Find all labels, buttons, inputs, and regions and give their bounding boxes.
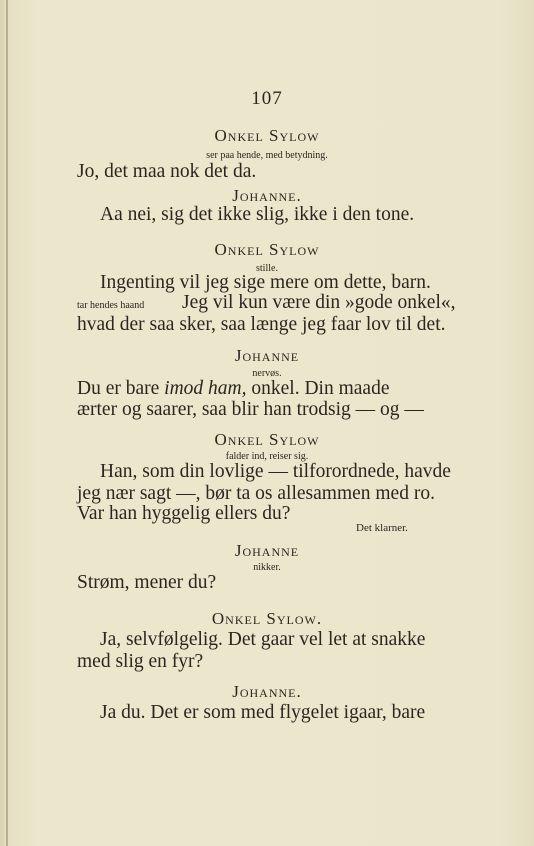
stage-direction: stille. <box>256 263 278 274</box>
stage-note: Det klarner. <box>356 522 408 534</box>
speaker-name: Onkel Sylow. <box>211 609 323 628</box>
dialogue-line: hvad der saa sker, saa længe jeg faar lov til det. <box>77 314 446 335</box>
dialogue-text: Du er bare <box>77 378 160 399</box>
dialogue-line: Aa nei, sig det ikke slig, ikke i den tone. <box>100 204 415 225</box>
margin-stage-direction: tar hendes haand <box>77 300 145 311</box>
dialogue-line: Strøm, mener du? <box>77 572 217 593</box>
stage-direction: ser paa hende, med betydning. <box>206 150 328 161</box>
dialogue-line: Ja du. Det er som med flygelet igaar, bare <box>100 702 426 723</box>
stage-direction: nikker. <box>253 562 281 573</box>
speaker-name: Johanne. <box>232 186 302 205</box>
speaker-name: Onkel Sylow <box>214 430 320 449</box>
dialogue-text: onkel. Din maade <box>251 378 390 399</box>
page-number: 107 <box>251 88 283 109</box>
speaker-name: Onkel Sylow <box>214 126 320 145</box>
stage-direction: falder ind, reiser sig. <box>225 451 309 462</box>
speaker-name: Onkel Sylow <box>214 240 320 259</box>
dialogue-line: jeg nær sagt —, bør ta os allesammen med ro. <box>77 483 435 504</box>
dialogue-line <box>77 378 389 400</box>
emphasized-text: imod ham, <box>164 378 247 399</box>
stage-direction: nervøs. <box>252 368 282 379</box>
dialogue-line: ærter og saarer, saa blir han trodsig — og — <box>77 399 424 420</box>
dialogue-line: Jo, det maa nok det da. <box>77 161 257 182</box>
dialogue-line: Jeg vil kun være din »gode onkel«, <box>182 292 456 313</box>
speaker-name: Johanne. <box>232 682 302 701</box>
speaker-name: Johanne <box>234 541 300 560</box>
dialogue-line: Han, som din lovlige — tilforordnede, havde <box>100 461 451 482</box>
speaker-name: Johanne <box>234 346 300 365</box>
dialogue-line: Var han hyggelig ellers du? <box>77 503 291 524</box>
dialogue-line: Ja, selvfølgelig. Det gaar vel let at snakke <box>100 629 426 650</box>
dialogue-line: Ingenting vil jeg sige mere om dette, barn. <box>100 272 431 293</box>
dialogue-line: med slig en fyr? <box>77 651 204 672</box>
